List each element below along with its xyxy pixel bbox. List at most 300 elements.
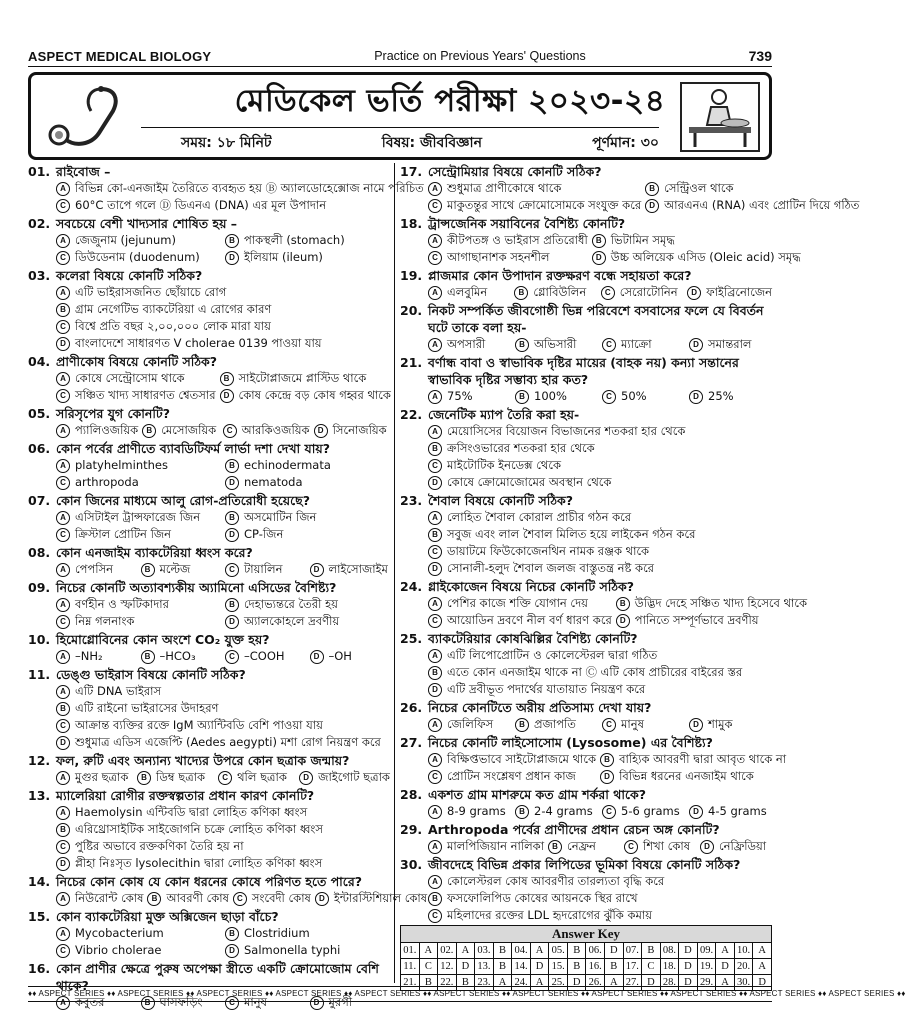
option-letter-icon: D: [314, 424, 328, 438]
question-number: 08.: [28, 545, 51, 560]
option-letter-icon: D: [645, 199, 659, 213]
question-number: 24.: [400, 579, 423, 594]
option-letter-icon: D: [689, 338, 703, 352]
option-text: প্রোটিন সংশ্লেষণ প্রধান কাজ: [447, 769, 576, 783]
option-a[interactable]: [428, 716, 511, 733]
option-letter-icon: C: [428, 545, 442, 559]
option-c[interactable]: [602, 388, 685, 405]
option-letter-icon: B: [225, 234, 239, 248]
options: [400, 423, 772, 491]
option-d[interactable]: [700, 838, 772, 855]
option-d[interactable]: [56, 855, 390, 872]
option-a[interactable]: [428, 388, 511, 405]
option-text: –OH: [328, 649, 352, 663]
option-c[interactable]: [56, 613, 221, 630]
option-letter-icon: A: [428, 286, 442, 300]
option-d[interactable]: [600, 768, 786, 785]
option-letter-icon: A: [56, 459, 70, 473]
option-a[interactable]: [56, 596, 221, 613]
option-text: অভিসারী: [534, 337, 577, 351]
option-b[interactable]: [645, 180, 859, 197]
option-text: সোনালী-হলুদ শৈবাল জলজ বাস্তুতন্ত্র নষ্ট করে: [447, 561, 655, 575]
option-d[interactable]: [428, 474, 772, 491]
option-c[interactable]: [428, 612, 612, 629]
option-c[interactable]: [601, 284, 683, 301]
option-text: প্লীহা নিঃসৃত lysolecithin দ্বারা লোহিত কণিকা ধ্বংস: [75, 856, 323, 870]
option-letter-icon: D: [592, 251, 606, 265]
question: [28, 267, 390, 352]
question-stem: কোন পর্বের প্রাণীতে ব্যাবডিটিফর্ম লার্ভা দশা দেখা যায়?: [56, 441, 330, 456]
option-a[interactable]: [56, 561, 137, 578]
option-a[interactable]: [428, 751, 596, 768]
option-letter-icon: A: [56, 650, 70, 664]
option-a[interactable]: [56, 422, 138, 439]
option-text: ইলিয়াম (ileum): [244, 250, 323, 264]
answer-key-number: 08.: [660, 943, 679, 959]
option-text: মেসোজয়িক: [161, 423, 217, 437]
option-a[interactable]: [428, 284, 510, 301]
option-c[interactable]: [56, 474, 221, 491]
question-text: [28, 873, 390, 890]
answer-key-number: 27.: [623, 975, 642, 991]
option-b[interactable]: [225, 232, 390, 249]
option-text: পাকস্থলী (stomach): [244, 233, 345, 247]
option-d[interactable]: [225, 526, 390, 543]
option-c[interactable]: [56, 717, 390, 734]
question-text: [28, 631, 390, 648]
option-c[interactable]: [428, 768, 596, 785]
answer-key-answer: C: [419, 959, 438, 975]
option-letter-icon: A: [428, 597, 442, 611]
option-b[interactable]: [225, 925, 390, 942]
option-d[interactable]: [428, 560, 772, 577]
option-text: এটি DNA ভাইরাস: [75, 684, 162, 698]
option-b[interactable]: [592, 232, 801, 249]
question-stem: নিচের কোনটি অত্যাবশ্যকীয় অ্যামিনো এসিডের বৈশিষ্ট্য?: [56, 580, 337, 595]
option-text: এটি লিপোপ্রোটিন ও কোলেস্টেরল দ্বারা গঠিত: [447, 648, 658, 662]
option-c[interactable]: [56, 387, 216, 404]
option-d[interactable]: [616, 612, 807, 629]
option-a[interactable]: [56, 457, 221, 474]
answer-key-number: 07.: [623, 943, 642, 959]
option-b[interactable]: [225, 509, 390, 526]
option-b[interactable]: [225, 457, 390, 474]
options: [28, 804, 390, 872]
option-d[interactable]: [645, 197, 859, 214]
option-b[interactable]: [56, 301, 390, 318]
question-stem: ফল, রুটি এবং অন্যান্য খাদ্যের উপরে কোন ছত্রাক জন্মায়?: [56, 753, 350, 768]
option-letter-icon: D: [220, 389, 234, 403]
option-b[interactable]: [141, 561, 222, 578]
option-c[interactable]: [602, 803, 685, 820]
answer-key-number: 29.: [697, 975, 716, 991]
question-text: [28, 908, 390, 925]
answer-key-answer: B: [493, 943, 512, 959]
option-a[interactable]: [428, 509, 772, 526]
option-text: নেফ্রন: [567, 839, 596, 853]
option-c[interactable]: [602, 716, 685, 733]
option-c[interactable]: [428, 197, 641, 214]
option-letter-icon: C: [56, 389, 70, 403]
answer-key-number: 01.: [401, 943, 420, 959]
question: [400, 492, 772, 577]
footer-band: ♦♦ ASPECT SERIES ♦♦ ASPECT SERIES ♦♦ ASPECT SERIES ♦♦ ASPECT SERIES ♦♦ ASPECT SERIES ♦♦ ASPECT SERIES ♦♦ ASPECT SERIES ♦♦ ASPECT SERIES ♦♦ ASPECT SERIES ♦♦ ASPECT SERIES ♦♦ ASPECT SERIES ♦♦: [28, 986, 772, 1002]
option-letter-icon: C: [601, 286, 615, 300]
option-b[interactable]: [514, 284, 596, 301]
question-stem: কলেরা বিষয়ে কোনটি সঠিক?: [56, 268, 203, 283]
question: [28, 752, 390, 786]
option-c[interactable]: [428, 907, 772, 924]
option-b[interactable]: [428, 526, 772, 543]
option-letter-icon: C: [225, 650, 239, 664]
option-a[interactable]: [56, 509, 221, 526]
option-d[interactable]: [225, 249, 390, 266]
option-b[interactable]: [515, 336, 598, 353]
option-b[interactable]: [56, 821, 390, 838]
option-text: ফসফোলিপিড কোষের আয়নকে স্থির রাখে: [447, 891, 638, 905]
option-b[interactable]: [428, 440, 772, 457]
option-letter-icon: B: [515, 805, 529, 819]
option-c[interactable]: [428, 543, 772, 560]
option-d[interactable]: [299, 769, 390, 786]
option-a[interactable]: [428, 838, 544, 855]
option-text: ইন্টারস্টিশিয়াল কোষ: [333, 891, 428, 905]
question: [400, 734, 787, 785]
options: [400, 232, 801, 266]
option-letter-icon: B: [428, 442, 442, 456]
option-text: আরকিওজয়িক: [241, 423, 310, 437]
question: [28, 353, 390, 404]
option-letter-icon: C: [428, 199, 442, 213]
option-letter-icon: B: [225, 459, 239, 473]
page-number: 739: [748, 48, 772, 64]
option-b[interactable]: [141, 648, 222, 665]
option-d[interactable]: [310, 648, 391, 665]
answer-key-answer: D: [530, 959, 549, 975]
option-c[interactable]: [56, 942, 221, 959]
question-number: 20.: [400, 303, 423, 318]
question-text: [28, 544, 390, 561]
question-stem: হিমোগ্লোবিনের কোন অংশে CO₂ যুক্ত হয়?: [56, 632, 270, 647]
option-letter-icon: C: [56, 251, 70, 265]
option-text: ম্যাক্রো: [621, 337, 652, 351]
answer-key-answer: A: [456, 943, 475, 959]
question-number: 26.: [400, 700, 423, 715]
option-a[interactable]: [428, 423, 772, 440]
option-b[interactable]: [428, 664, 772, 681]
option-letter-icon: C: [56, 615, 70, 629]
option-a[interactable]: [428, 803, 511, 820]
option-a[interactable]: [56, 284, 390, 301]
options: [28, 769, 390, 786]
option-d[interactable]: [225, 942, 390, 959]
option-text: সবুজ এবং লাল শৈবাল মিলিত হয়ে লাইকেন গঠন করে: [447, 527, 696, 541]
option-letter-icon: D: [225, 476, 239, 490]
answer-key-row: [401, 959, 772, 975]
option-letter-icon: C: [602, 805, 616, 819]
option-c[interactable]: [233, 890, 311, 907]
banner-title: মেডিকেল ভর্তি পরীক্ষা ২০২৩-২৪: [234, 83, 666, 119]
option-b[interactable]: [147, 890, 228, 907]
option-a[interactable]: [428, 180, 641, 197]
question-stem: কোন ব্যাকটেরিয়া মুক্ত অক্সিজেন ছাড়া বাঁচে?: [56, 909, 279, 924]
question-text: [28, 353, 390, 370]
option-text: এটি দ্রবীভূত পদার্থের যাতায়াত নিয়ন্ত্রণ করে: [447, 682, 646, 696]
option-c[interactable]: [56, 197, 424, 214]
option-c[interactable]: [225, 648, 306, 665]
option-d[interactable]: [689, 336, 772, 353]
option-b[interactable]: [515, 803, 598, 820]
option-text: এটি রাইনো ভাইরাসের উদাহরণ: [75, 701, 219, 715]
option-letter-icon: D: [428, 683, 442, 697]
option-letter-icon: C: [56, 944, 70, 958]
option-text: অপসারী: [447, 337, 486, 351]
option-a[interactable]: [56, 683, 390, 700]
answer-key-answer: A: [530, 975, 549, 991]
option-a[interactable]: [428, 873, 772, 890]
option-text: 4-5 grams: [708, 804, 767, 818]
option-letter-icon: B: [515, 390, 529, 404]
option-text: 25%: [708, 389, 734, 403]
question-stem: প্লাজমার কোন উপাদান রক্তক্ষরণ বন্ধে সহায়তা করে?: [428, 268, 692, 283]
question-text: [400, 734, 772, 751]
option-text: মুরগী: [328, 995, 353, 1009]
option-b[interactable]: [515, 716, 598, 733]
option-letter-icon: D: [310, 563, 324, 577]
option-text: 5-6 grams: [621, 804, 680, 818]
question-stem: ট্রান্সজেনিক সয়াবিনের বৈশিষ্ট্য কোনটি?: [428, 216, 626, 231]
option-letter-icon: C: [218, 771, 232, 785]
answer-key-number: 24.: [512, 975, 531, 991]
option-c[interactable]: [56, 526, 221, 543]
option-b[interactable]: [515, 388, 598, 405]
option-letter-icon: A: [56, 892, 70, 906]
options: [28, 683, 390, 751]
option-a[interactable]: [56, 180, 424, 197]
option-letter-icon: A: [56, 286, 70, 300]
option-letter-icon: B: [220, 372, 234, 386]
option-d[interactable]: [689, 716, 772, 733]
option-a[interactable]: [56, 769, 133, 786]
option-b[interactable]: [428, 890, 772, 907]
option-d[interactable]: [310, 561, 391, 578]
options: [28, 509, 390, 543]
option-text: সিনোজয়িক: [332, 423, 387, 437]
option-letter-icon: B: [141, 996, 155, 1010]
header-subtitle: Practice on Previous Years' Questions: [374, 49, 586, 63]
option-text: সঞ্চিত খাদ্য সাধারণত শ্বেতসার: [75, 388, 216, 402]
question-text: [400, 302, 772, 336]
option-d[interactable]: [428, 681, 772, 698]
options: [400, 284, 772, 301]
question-number: 09.: [28, 580, 51, 595]
option-c[interactable]: [223, 422, 310, 439]
exam-marks: পূর্ণমান: ৩০: [592, 135, 659, 151]
options: [28, 925, 390, 959]
question-stem: নিকট সম্পর্কিত জীবগোষ্ঠী ভিন্ন পরিবেশে বসবাসের ফলে যে বিবর্তন ঘটে তাকে বলা হয়-: [428, 303, 764, 335]
option-letter-icon: A: [56, 424, 70, 438]
option-letter-icon: C: [56, 719, 70, 733]
option-b[interactable]: [220, 370, 391, 387]
option-text: আবরণী কোষ: [166, 891, 229, 905]
option-d[interactable]: [592, 249, 801, 266]
option-a[interactable]: [428, 595, 612, 612]
options: [28, 284, 390, 352]
option-letter-icon: A: [428, 840, 442, 854]
question-text: [400, 492, 772, 509]
option-a[interactable]: [56, 890, 143, 907]
option-text: Clostridium: [244, 926, 310, 940]
option-text: আগাছানাশক সহনশীল: [447, 250, 550, 264]
option-text: 8-9 grams: [447, 804, 506, 818]
option-c[interactable]: [428, 249, 588, 266]
option-letter-icon: D: [225, 944, 239, 958]
answer-key-answer: B: [567, 959, 586, 975]
option-text: প্রজাপতি: [534, 717, 576, 731]
answer-key: [400, 925, 772, 991]
option-d[interactable]: [56, 734, 390, 751]
question-number: 07.: [28, 493, 51, 508]
option-text: গ্লোবিউলিন: [533, 285, 587, 299]
option-c[interactable]: [225, 561, 306, 578]
answer-key-answer: A: [605, 975, 624, 991]
option-b[interactable]: [137, 769, 214, 786]
option-text: মাইটোটিক ইনডেক্স থেকে: [447, 458, 561, 472]
option-c[interactable]: [624, 838, 696, 855]
option-a[interactable]: [428, 647, 772, 664]
option-letter-icon: B: [142, 424, 156, 438]
option-a[interactable]: [56, 370, 216, 387]
option-b[interactable]: [616, 595, 807, 612]
option-b[interactable]: [600, 751, 786, 768]
option-letter-icon: D: [310, 650, 324, 664]
option-text: ডায়াটমে ফিউকোজেনথিন নামক রঞ্জক থাকে: [447, 544, 650, 558]
option-letter-icon: C: [225, 996, 239, 1010]
option-letter-icon: A: [428, 718, 442, 732]
question-number: 02.: [28, 216, 51, 231]
question-stem: প্রাণীকোষ বিষয়ে কোনটি সঠিক?: [56, 354, 218, 369]
answer-key-number: 09.: [697, 943, 716, 959]
option-c[interactable]: [218, 769, 295, 786]
option-text: কবুতর: [75, 995, 105, 1009]
question-stem: শৈবাল বিষয়ে কোনটি সঠিক?: [428, 493, 574, 508]
option-d[interactable]: [56, 335, 390, 352]
option-c[interactable]: [56, 318, 390, 335]
option-text: পেশির কাজে শক্তি যোগান দেয়: [447, 596, 588, 610]
answer-key-number: 13.: [475, 959, 494, 975]
option-d[interactable]: [314, 422, 390, 439]
question-text: [400, 354, 772, 388]
option-text: বিশ্বে প্রতি বছর ২,০০,০০০ লোক মারা যায়: [75, 319, 271, 333]
option-letter-icon: B: [225, 511, 239, 525]
option-text: অসমোটিন জিন: [244, 510, 317, 524]
question: [400, 786, 772, 820]
option-text: জেলিফিস: [447, 717, 494, 731]
option-letter-icon: B: [428, 892, 442, 906]
option-text: কোষে সেন্ট্রোসোম থাকে: [75, 371, 185, 385]
option-a[interactable]: [428, 336, 511, 353]
answer-key-number: 21.: [401, 975, 420, 991]
question-text: [400, 267, 772, 284]
question-text: [28, 666, 390, 683]
option-d[interactable]: [689, 803, 772, 820]
option-text: টায়ালিন: [244, 562, 283, 576]
option-text: এলবুমিন: [447, 285, 488, 299]
question-text: [400, 630, 772, 647]
option-letter-icon: D: [225, 528, 239, 542]
question-text: [400, 163, 772, 180]
answer-key-number: 12.: [438, 959, 457, 975]
answer-key-number: 03.: [475, 943, 494, 959]
answer-key-number: 17.: [623, 959, 642, 975]
option-letter-icon: D: [687, 286, 701, 300]
option-b[interactable]: [56, 700, 390, 717]
option-d[interactable]: [687, 284, 772, 301]
option-d[interactable]: [225, 474, 390, 491]
answer-key-answer: B: [456, 975, 475, 991]
option-text: মহিলাদের রক্তের LDL হৃদরোগের ঝুঁকি কমায়: [447, 908, 652, 922]
option-d[interactable]: [220, 387, 391, 404]
question-text: [400, 856, 772, 873]
option-letter-icon: B: [616, 597, 630, 611]
option-a[interactable]: [56, 925, 221, 942]
option-b[interactable]: [142, 422, 218, 439]
option-text: পানিতে সম্পূর্ণভাবে দ্রবণীয়: [634, 613, 759, 627]
option-c[interactable]: [602, 336, 685, 353]
option-letter-icon: B: [147, 892, 161, 906]
option-letter-icon: B: [56, 303, 70, 317]
option-c[interactable]: [56, 249, 221, 266]
option-d[interactable]: [689, 388, 772, 405]
option-d[interactable]: [225, 613, 390, 630]
option-letter-icon: D: [225, 615, 239, 629]
option-letter-icon: D: [315, 892, 329, 906]
answer-key-answer: A: [753, 959, 772, 975]
option-b[interactable]: [548, 838, 620, 855]
option-text: 75%: [447, 389, 473, 403]
option-letter-icon: A: [428, 182, 442, 196]
option-a[interactable]: [56, 804, 390, 821]
option-a[interactable]: [56, 648, 137, 665]
question: [400, 267, 772, 301]
stethoscope-icon: [41, 81, 131, 153]
option-letter-icon: B: [56, 702, 70, 716]
option-letter-icon: A: [428, 875, 442, 889]
option-letter-icon: A: [56, 685, 70, 699]
question-stem: ডেঙ্গু ভাইরাস বিষয়ে কোনটি সঠিক?: [56, 667, 246, 682]
option-text: কোলেস্টরল কোষ আবরণীর তারল্যতা বৃদ্ধি করে: [447, 874, 665, 888]
option-c[interactable]: [428, 457, 772, 474]
question-stem: Arthropoda পর্বের প্রাণীদের প্রধান রেচন অঙ্গ কোনটি?: [428, 822, 720, 837]
question-text: [28, 405, 390, 422]
option-letter-icon: D: [56, 337, 70, 351]
option-letter-icon: D: [689, 390, 703, 404]
option-c[interactable]: [56, 838, 390, 855]
option-text: পুষ্টির অভাবে রক্তকণিকা তৈরি হয় না: [75, 839, 244, 853]
option-text: পেপসিন: [75, 562, 114, 576]
option-b[interactable]: [225, 596, 390, 613]
answer-key-answer: A: [753, 943, 772, 959]
question-number: 23.: [400, 493, 423, 508]
option-a[interactable]: [56, 232, 221, 249]
question-number: 13.: [28, 788, 51, 803]
option-letter-icon: B: [548, 840, 562, 854]
answer-key-number: 18.: [660, 959, 679, 975]
option-a[interactable]: [428, 232, 588, 249]
question-stem: নিচের কোনটি লাইসোসোম (Lysosome) এর বৈশিষ্ট্য?: [428, 735, 713, 750]
question: [400, 821, 772, 855]
option-text: –HCO₃: [159, 649, 196, 663]
